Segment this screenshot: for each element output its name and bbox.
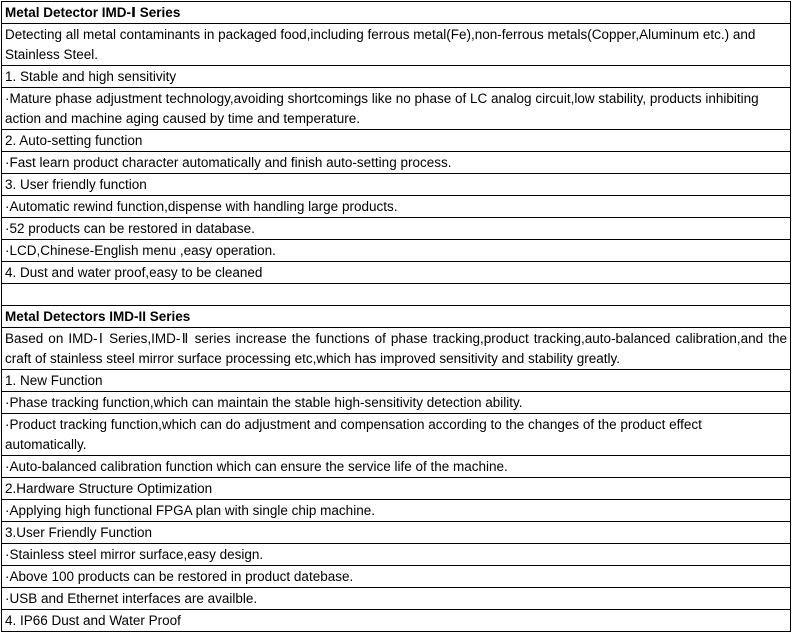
series1-feature-item: ·Fast learn product character automatically and finish auto-setting process. (2, 152, 791, 174)
table-row (2, 262, 791, 284)
series1-feature-item: ·LCD,Chinese-English menu ,easy operation. (2, 240, 791, 262)
series2-feature-item: ·Above 100 products can be restored in product datebase. (2, 566, 791, 588)
table-row (2, 66, 791, 88)
series2-feature-item: ·Product tracking function,which can do adjustment and compensation according to the changes of the product effect automatically. (2, 414, 791, 456)
series1-feature-heading: 4. Dust and water proof,easy to be cleaned (2, 262, 791, 284)
series2-feature-item: ·Applying high functional FPGA plan with single chip machine. (2, 500, 791, 522)
table-row (2, 174, 791, 196)
series2-intro: Based on IMD-Ⅰ Series,IMD-Ⅱ series increase the functions of phase tracking,product tracking,auto-balanced calibration,and the craft of stainless steel mirror surface processing etc,which has improved sensitivity and stability greatly. (2, 328, 791, 370)
series1-feature-item: ·Mature phase adjustment technology,avoiding shortcomings like no phase of LC analog circuit,low stability, products inhibiting action and machine aging caused by time and temperature. (2, 88, 791, 130)
series2-feature-item: ·Stainless steel mirror surface,easy design. (2, 544, 791, 566)
series1-feature-item: ·52 products can be restored in database. (2, 218, 791, 240)
table-row (2, 456, 791, 478)
series2-feature-item: ·Phase tracking function,which can maintain the stable high-sensitivity detection ability. (2, 392, 791, 414)
table-row (2, 500, 791, 522)
table-row (2, 240, 791, 262)
table-row (2, 218, 791, 240)
series1-feature-item: ·Automatic rewind function,dispense with handling large products. (2, 196, 791, 218)
table-row (2, 392, 791, 414)
table-row (2, 414, 791, 456)
table-row (2, 478, 791, 500)
table-row (2, 522, 791, 544)
series2-feature-item: ·USB and Ethernet interfaces are availble. (2, 588, 791, 610)
table-row (2, 88, 791, 130)
series1-feature-heading: 2. Auto-setting function (2, 130, 791, 152)
table-row (2, 196, 791, 218)
table-row (2, 610, 791, 632)
table-row (2, 24, 791, 66)
series2-feature-heading: 1. New Function (2, 370, 791, 392)
table-row (2, 2, 791, 24)
blank-row (2, 284, 791, 306)
series2-title: Metal Detectors IMD-II Series (2, 306, 791, 328)
table-row (2, 588, 791, 610)
spec-table (1, 1, 791, 632)
series1-feature-heading: 1. Stable and high sensitivity (2, 66, 791, 88)
series2-feature-heading: 2.Hardware Structure Optimization (2, 478, 791, 500)
series1-intro: Detecting all metal contaminants in packaged food,including ferrous metal(Fe),non-ferrous metals(Copper,Aluminum etc.) and Stainless Steel. (2, 24, 791, 66)
table-row (2, 544, 791, 566)
table-row (2, 306, 791, 328)
table-row (2, 328, 791, 370)
table-row (2, 370, 791, 392)
series2-feature-heading: 3.User Friendly Function (2, 522, 791, 544)
blank-cell (2, 284, 791, 306)
series2-feature-heading: 4. IP66 Dust and Water Proof (2, 610, 791, 632)
table-row (2, 566, 791, 588)
series1-feature-heading: 3. User friendly function (2, 174, 791, 196)
series1-title: Metal Detector IMD-Ⅰ Series (2, 2, 791, 24)
series2-feature-item: ·Auto-balanced calibration function which can ensure the service life of the machine. (2, 456, 791, 478)
table-row (2, 152, 791, 174)
table-row (2, 130, 791, 152)
